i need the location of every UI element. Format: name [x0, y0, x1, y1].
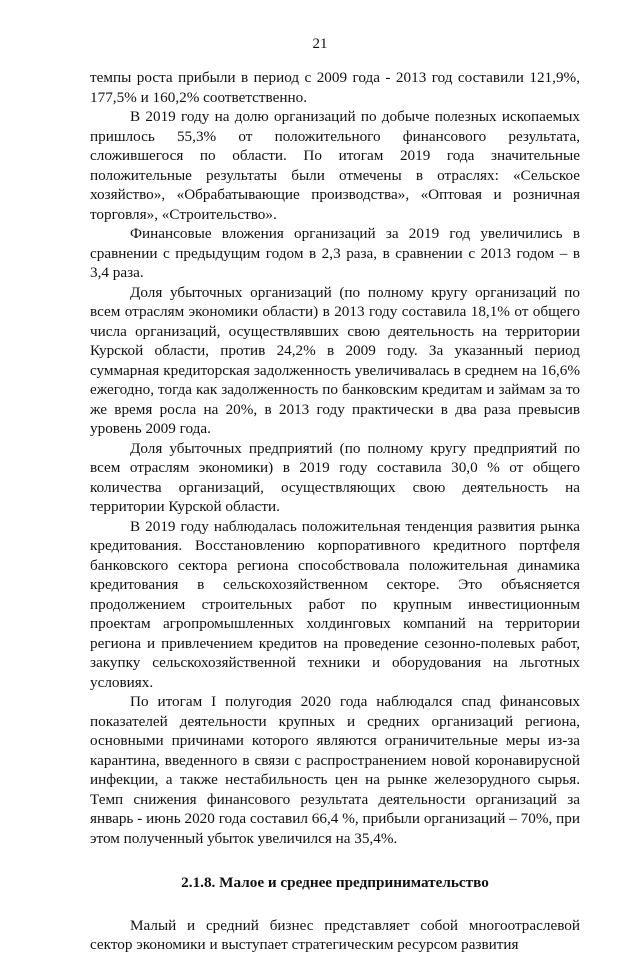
paragraph-unprofitable-enterprises-2019: Доля убыточных предприятий (по полному кругу предприятий по всем отраслям экономики) в 2019 году составила 30,0 % от общего количества организаций, осуществляющих свою деятельность на территории Курской области.	[90, 439, 580, 515]
paragraph-small-medium-business: Малый и средний бизнес представляет собой многоотраслевой сектор экономики и выступает стратегическим ресурсом развития	[90, 916, 580, 953]
paragraph-first-half-2020: По итогам I полугодия 2020 года наблюдался спад финансовых показателей деятельности крупных и средних организаций региона, основными причинами которого являются ограничительные меры из-за карантина, введенного в связи с распространением новой коронавирусной инфекции, а также нестабильность цен на рынке железорудного сырья. Темп снижения финансового результата деятельности организаций за январь - июнь 2020 года составил 66,4 %, прибыли организаций – 70%, при этом полученный убыток увеличился на 35,4%.	[90, 693, 580, 847]
paragraph-unprofitable-organizations-2013: Доля убыточных организаций (по полному кругу организаций по всем отраслям экономики области) в 2013 году составила 18,1% от общего числа организаций, осуществлявших свою деятельность на территории Курской области, против 24,2% в 2009 году. За указанный период суммарная кредиторская задолженность увеличивалась в среднем на 16,6% ежегодно, тогда как задолженность по банковским кредитам и займам за то же время росла на 20%, в 2013 году практически в два раза превысив уровень 2009 года.	[90, 283, 580, 437]
paragraph-mining-share: В 2019 году на долю организаций по добыче полезных ископаемых пришлось 55,3% от положительного финансового результата, сложившегося по области. По итогам 2019 года значительные положительные результаты были отмечены в отраслях: «Сельское хозяйство», «Обрабатывающие производства», «Оптовая и розничная торговля», «Строительство».	[90, 108, 580, 223]
paragraph-financial-investments: Финансовые вложения организаций за 2019 год увеличились в сравнении с предыдущим годом в 2,3 раза, в сравнении с 2013 годом – в 3,4 раза.	[90, 225, 580, 281]
document-body	[90, 68, 580, 955]
paragraph-lending-market: В 2019 году наблюдалась положительная тенденция развития рынка кредитования. Восстановлению корпоративного кредитного портфеля банковского сектора региона способствовала положительная динамика кредитования в сельскохозяйственном секторе. Это объясняется продолжением строительных работ по крупным инвестиционным проектам агропромышленных холдинговых компаний на территории региона и привлечением кредитов на проведение сезонно-полевых работ, закупку сельскохозяйственной техники и оборудования на льготных условиях.	[90, 517, 580, 691]
paragraph-continuation: темпы роста прибыли в период с 2009 года - 2013 год составили 121,9%, 177,5% и 160,2% соответственно.	[90, 69, 580, 106]
section-heading: 2.1.8. Малое и среднее предпринимательство	[181, 874, 489, 891]
page-number: 21	[312, 36, 328, 52]
